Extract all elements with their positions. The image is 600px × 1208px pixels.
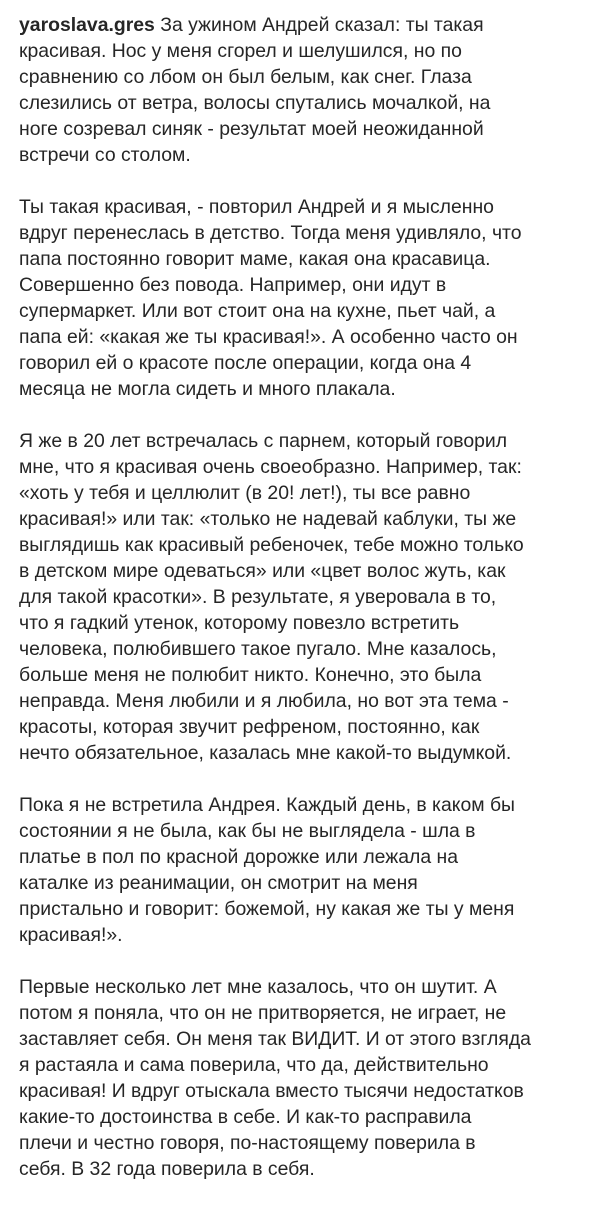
caption-paragraph-4: Пока я не встретила Андрея. Каждый день, в каком бы состоянии я не была, как бы не выглядела - шла в платье в пол по красной дорожке или лежала на каталке из реанимации, он смотрит на меня пристально и говорит: божемой, ну какая же ты у меня красивая!». [19, 794, 515, 946]
caption-paragraph-1 [19, 12, 591, 168]
caption-paragraph-5: Первые несколько лет мне казалось, что он шутит. А потом я поняла, что он не притворяется, не играет, не заставляет себя. Он меня так ВИДИТ. И от этого взгляда я растаяла и сама поверила, что да, действительно красивая! И вдруг отыскала вместо тысячи недостатков какие-то достоинства в себе. И как-то расправила плечи и честно говоря, по-настоящему поверила в себя. В 32 года поверила в себя. [19, 976, 531, 1180]
caption-text-1: За ужином Андрей сказал: ты такая красивая. Нос у меня сгорел и шелушился, но по сравнению со лбом он был белым, как снег. Глаза слезились от ветра, волосы спутались мочалкой, на ноге созревал синяк - результат моей неожиданной встречи со столом. [19, 14, 491, 166]
post-caption [19, 12, 591, 1208]
username-link[interactable]: yaroslava.gres [19, 14, 155, 36]
caption-paragraph-2: Ты такая красивая, - повторил Андрей и я мысленно вдруг перенеслась в детство. Тогда меня удивляло, что папа постоянно говорит маме, какая она красавица. Совершенно без повода. Например, они идут в супермаркет. Или вот стоит она на кухне, пьет чай, а папа ей: «какая же ты красивая!». А особенно часто он говорил ей о красоте после операции, когда она 4 месяца не могла сидеть и много плакала. [19, 196, 522, 400]
caption-paragraph-3: Я же в 20 лет встречалась с парнем, который говорил мне, что я красивая очень своеобразно. Например, так: «хоть у тебя и целлюлит (в 20! лет!), ты все равно красивая!» или так: «только не надевай каблуки, ты же выглядишь как красивый ребеночек, тебе можно только в детском мире одеваться» или «цвет волос жуть, как для такой красотки». В результате, я уверовала в то, что я гадкий утенок, которому повезло встретить человека, полюбившего такое пугало. Мне казалось, больше меня не полюбит никто. Конечно, это была неправда. Меня любили и я любила, но вот эта тема - красоты, которая звучит рефреном, постоянно, как нечто обязательное, казалась мне какой-то выдумкой. [19, 430, 524, 764]
